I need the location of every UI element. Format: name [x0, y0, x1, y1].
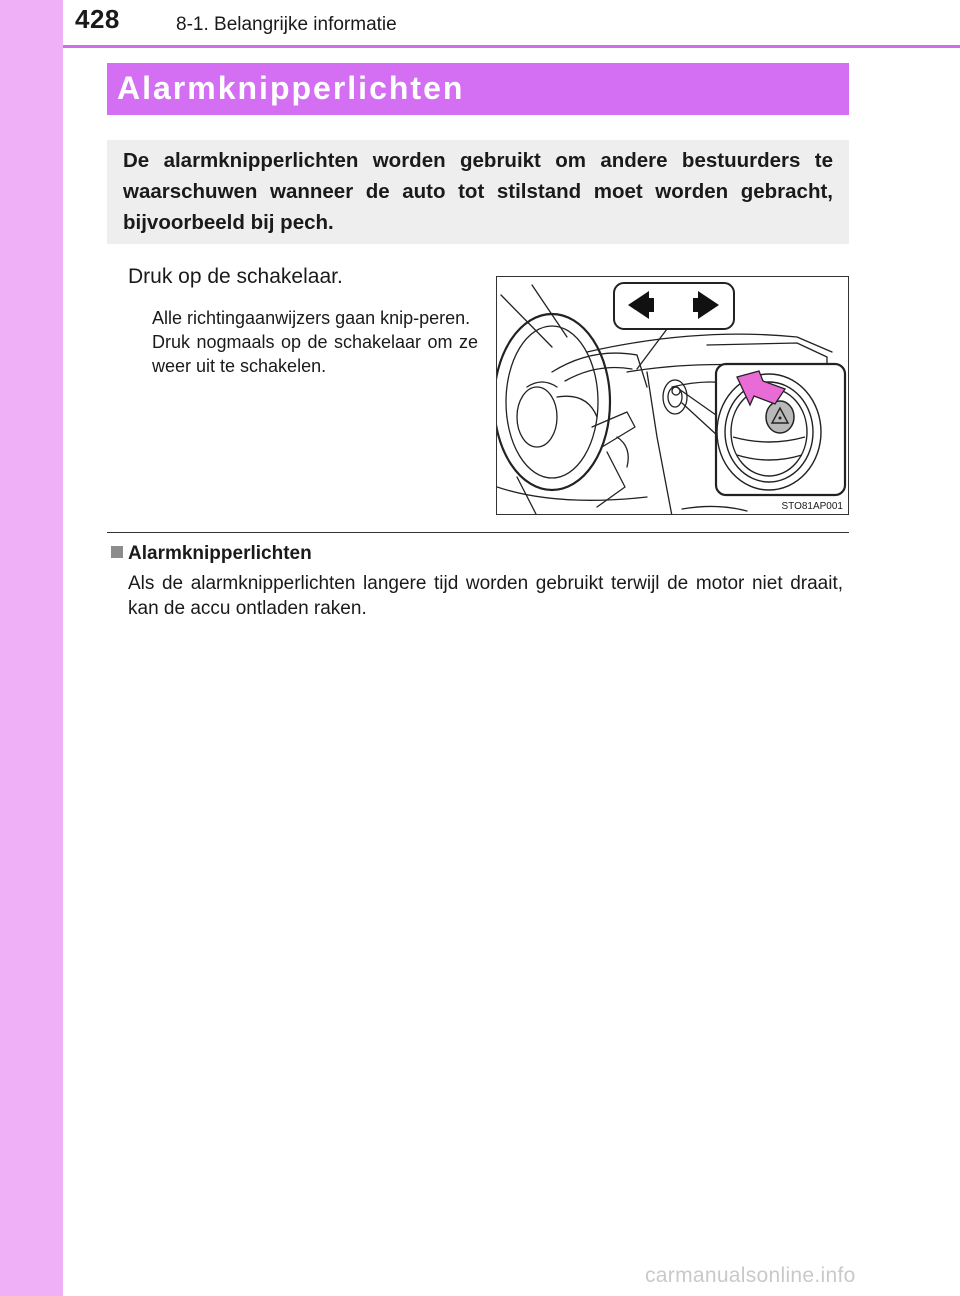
step-line-1: Alle richtingaanwijzers gaan knip-peren.	[152, 308, 471, 328]
watermark: carmanualsonline.info	[645, 1264, 856, 1287]
title-bar	[107, 63, 849, 115]
section-label: 8-1. Belangrijke informatie	[176, 14, 397, 35]
intro-text: De alarmknipperlichten worden gebruikt om andere bestuurders te waarschuwen wanneer de auto tot stilstand moet worden gebracht, bijvoorbeeld bij pech.	[123, 149, 833, 234]
page-number: 428	[75, 4, 120, 34]
page-title: Alarmknipperlichten	[117, 70, 465, 106]
step-description	[152, 306, 478, 378]
intro-box	[107, 140, 849, 244]
dashboard-illustration	[496, 276, 849, 515]
note-heading-text: Alarmknipperlichten	[128, 543, 312, 564]
step-line-2: Druk nogmaals op de schakelaar om ze weer uit te schakelen.	[152, 332, 478, 376]
bullet-square-icon	[111, 546, 123, 558]
side-strip	[0, 0, 63, 1296]
illustration-code: STO81AP001	[781, 501, 843, 512]
dashboard-drawing	[497, 277, 849, 515]
header-rule	[63, 45, 960, 48]
divider	[107, 532, 849, 533]
step-title: Druk op de schakelaar.	[128, 265, 343, 288]
note-text: Als de alarmknipperlichten langere tijd worden gebruikt terwijl de motor niet draait, kan de accu ontladen raken.	[128, 573, 843, 619]
note-heading	[111, 543, 312, 565]
